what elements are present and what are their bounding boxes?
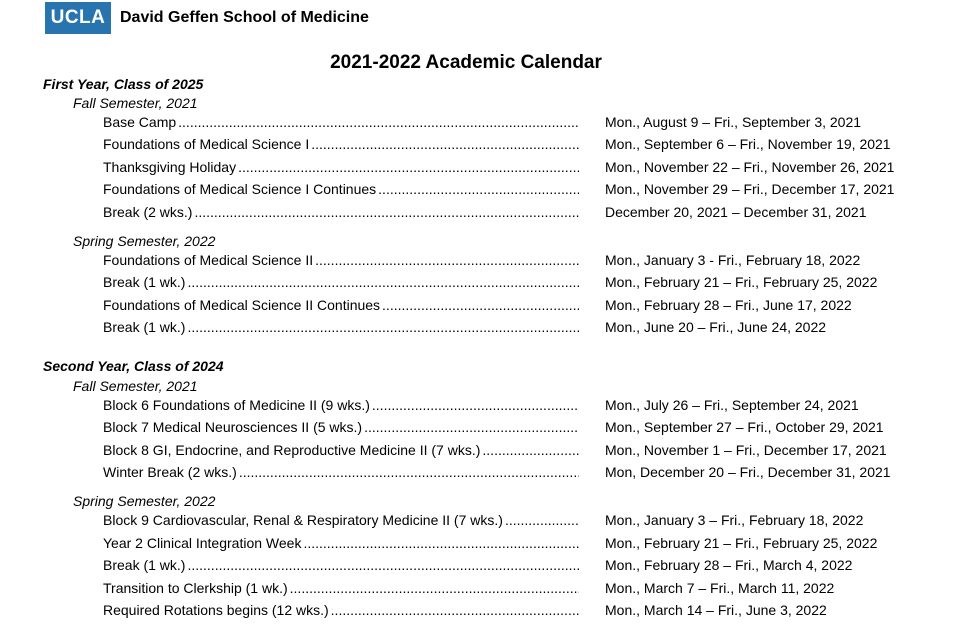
entry-label: Block 9 Cardiovascular, Renal & Respiratory Medicine II (7 wks.)	[103, 512, 503, 528]
entry-label: Block 6 Foundations of Medicine II (9 wks.)	[103, 397, 370, 413]
calendar-entry	[103, 464, 579, 481]
dot-leader	[482, 442, 579, 459]
entry-dates: Mon., November 29 – Fri., December 17, 2021	[605, 181, 895, 197]
calendar-entry	[103, 512, 579, 529]
calendar-entry	[103, 252, 579, 269]
dot-leader	[364, 419, 579, 436]
dot-leader	[505, 512, 579, 529]
dot-leader	[239, 464, 579, 481]
entry-label: Required Rotations begins (12 wks.)	[103, 602, 329, 618]
dot-leader	[178, 114, 579, 131]
entry-label: Break (2 wks.)	[103, 204, 193, 220]
entry-label: Winter Break (2 wks.)	[103, 464, 237, 480]
calendar-entry	[103, 204, 579, 221]
entry-label: Foundations of Medical Science I	[103, 136, 310, 152]
entry-dates: Mon, December 20 – Fri., December 31, 2021	[605, 464, 891, 480]
ucla-logo: UCLA	[45, 2, 111, 34]
entry-label: Foundations of Medical Science I Continues	[103, 181, 377, 197]
dot-leader	[238, 159, 579, 176]
entry-dates: Mon., November 1 – Fri., December 17, 2021	[605, 442, 887, 458]
entry-dates: Mon., March 7 – Fri., March 11, 2022	[605, 580, 835, 596]
entry-dates: Mon., February 21 – Fri., February 25, 2022	[605, 535, 878, 551]
entry-dates: December 20, 2021 – December 31, 2021	[605, 204, 867, 220]
calendar-entry	[103, 557, 579, 574]
school-name: David Geffen School of Medicine	[120, 9, 369, 26]
semester-heading: Spring Semester, 2022	[73, 233, 216, 249]
dot-leader	[331, 602, 579, 619]
calendar-entry	[103, 136, 579, 153]
entry-dates: Mon., March 14 – Fri., June 3, 2022	[605, 602, 827, 618]
entry-dates: Mon., January 3 – Fri., February 18, 2022	[605, 512, 864, 528]
entry-dates: Mon., February 28 – Fri., March 4, 2022	[605, 557, 853, 573]
calendar-entry	[103, 419, 579, 436]
entry-label: Foundations of Medical Science II Continues	[103, 297, 381, 313]
calendar-entry	[103, 319, 579, 336]
entry-label: Thanksgiving Holiday	[103, 159, 237, 175]
calendar-entry	[103, 274, 579, 291]
dot-leader	[303, 535, 579, 552]
dot-leader	[187, 319, 579, 336]
calendar-entry	[103, 181, 579, 198]
entry-label: Break (1 wk.)	[103, 274, 186, 290]
entry-dates: Mon., July 26 – Fri., September 24, 2021	[605, 397, 859, 413]
class-year-heading: First Year, Class of 2025	[43, 76, 204, 92]
calendar-entry	[103, 602, 579, 619]
dot-leader	[194, 204, 579, 221]
dot-leader	[187, 274, 579, 291]
entry-dates: Mon., June 20 – Fri., June 24, 2022	[605, 319, 827, 335]
class-year-heading: Second Year, Class of 2024	[43, 358, 224, 374]
calendar-entry	[103, 297, 579, 314]
entry-label: Block 7 Medical Neurosciences II (5 wks.)	[103, 419, 363, 435]
calendar-entry	[103, 159, 579, 176]
entry-dates: Mon., February 21 – Fri., February 25, 2022	[605, 274, 878, 290]
calendar-entry	[103, 535, 579, 552]
dot-leader	[187, 557, 579, 574]
entry-label: Year 2 Clinical Integration Week	[103, 535, 302, 551]
entry-dates: Mon., September 6 – Fri., November 19, 2021	[605, 136, 891, 152]
calendar-entry	[103, 114, 579, 131]
dot-leader	[372, 397, 579, 414]
entry-dates: Mon., September 27 – Fri., October 29, 2021	[605, 419, 884, 435]
semester-heading: Fall Semester, 2021	[73, 95, 198, 111]
entry-dates: Mon., August 9 – Fri., September 3, 2021	[605, 114, 862, 130]
entry-dates: Mon., November 22 – Fri., November 26, 2021	[605, 159, 895, 175]
dot-leader	[315, 252, 579, 269]
entry-dates: Mon., January 3 - Fri., February 18, 2022	[605, 252, 861, 268]
entry-label: Base Camp	[103, 114, 177, 130]
page-title: 2021-2022 Academic Calendar	[330, 52, 602, 73]
entry-label: Break (1 wk.)	[103, 557, 186, 573]
entry-label: Foundations of Medical Science II	[103, 252, 314, 268]
entry-dates: Mon., February 28 – Fri., June 17, 2022	[605, 297, 852, 313]
dot-leader	[382, 297, 579, 314]
dot-leader	[311, 136, 579, 153]
calendar-entry	[103, 442, 579, 459]
dot-leader	[290, 580, 579, 597]
entry-label: Transition to Clerkship (1 wk.)	[103, 580, 288, 596]
calendar-entry	[103, 580, 579, 597]
semester-heading: Spring Semester, 2022	[73, 493, 216, 509]
entry-label: Block 8 GI, Endocrine, and Reproductive Medicine II (7 wks.)	[103, 442, 481, 458]
semester-heading: Fall Semester, 2021	[73, 378, 198, 394]
calendar-entry	[103, 397, 579, 414]
entry-label: Break (1 wk.)	[103, 319, 186, 335]
dot-leader	[378, 181, 579, 198]
